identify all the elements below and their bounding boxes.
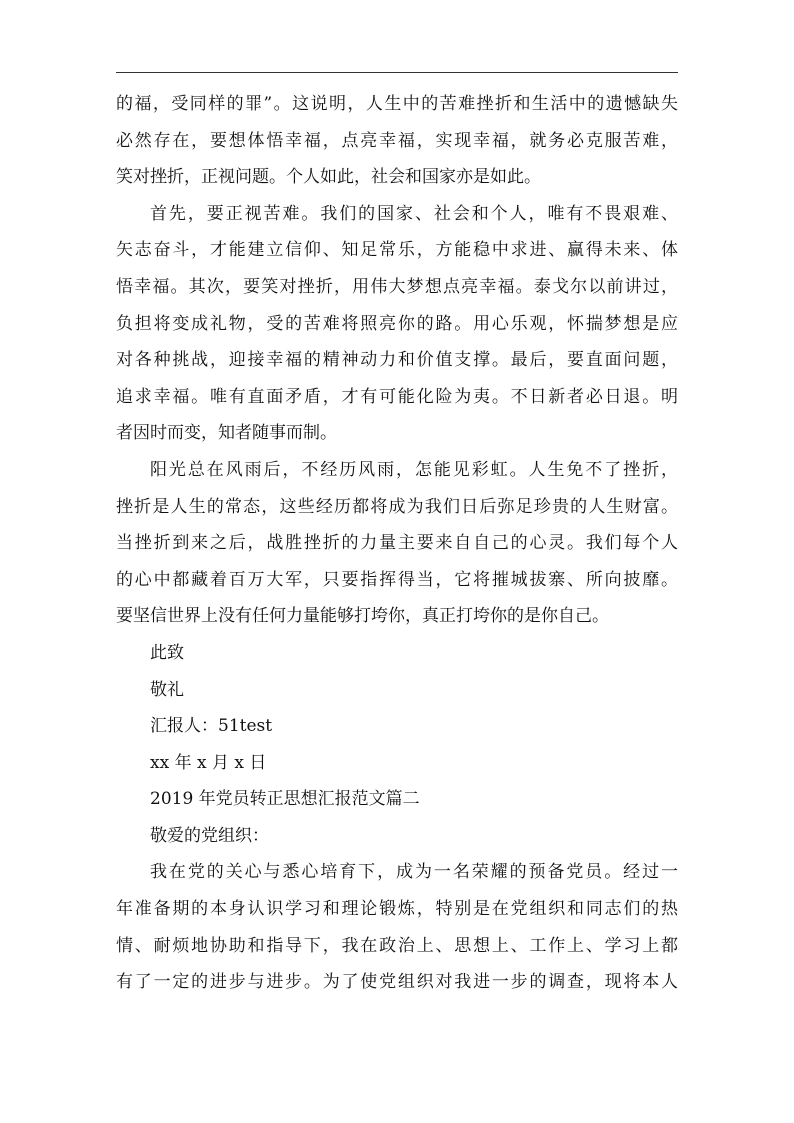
- text-line: 必然存在，要想体悟幸福，点亮幸福，实现幸福，就务必克服苦难，: [116, 130, 678, 151]
- document-body: [116, 86, 678, 1001]
- text-line: 有了一定的进步与进步。为了使党组织对我进一步的调查，现将本人: [116, 972, 678, 993]
- text-line: 的福，受同样的罪”。这说明，人生中的苦难挫折和生活中的遗憾缺失: [116, 94, 678, 114]
- text-line: 对各种挑战，迎接幸福的精神动力和价值支撑。最后，要直面问题，: [116, 350, 678, 371]
- text-line: 情、耐烦地协助和指导下，我在政治上、思想上、工作上、学习上都: [116, 935, 678, 956]
- text-line: 矢志奋斗，才能建立信仰、知足常乐，方能稳中求进、赢得未来、体: [116, 240, 678, 261]
- text-line: 挫折是人生的常态，这些经历都将成为我们日后弥足珍贵的人生财富。: [116, 496, 678, 517]
- text-line: 敬礼: [150, 679, 184, 700]
- text-line: 负担将变成礼物，受的苦难将照亮你的路。用心乐观，怀揣梦想是应: [116, 313, 678, 334]
- text-line: 汇报人：51test: [150, 716, 273, 737]
- text-line: 此致: [150, 642, 184, 663]
- text-line: 首先，要正视苦难。我们的国家、社会和个人，唯有不畏艰难、: [150, 203, 678, 224]
- text-line: 2019 年党员转正思想汇报范文篇二: [150, 789, 420, 810]
- text-line: 当挫折到来之后，战胜挫折的力量主要来自自己的心灵。我们每个人: [116, 533, 678, 554]
- text-line: 悟幸福。其次，要笑对挫折，用伟大梦想点亮幸福。泰戈尔以前讲过，: [116, 276, 678, 297]
- text-line: 的心中都藏着百万大军，只要指挥得当，它将摧城拔寨、所向披靡。: [116, 569, 678, 590]
- text-line: 要坚信世界上没有任何力量能够打垮你，真正打垮你的是你自己。: [116, 606, 609, 627]
- header-rule: [116, 72, 678, 73]
- text-line: 追求幸福。唯有直面矛盾，才有可能化险为夷。不日新者必日退。明: [116, 386, 678, 407]
- text-line: 阳光总在风雨后，不经历风雨，怎能见彩虹。人生免不了挫折，: [150, 459, 678, 480]
- text-line: 笑对挫折，正视问题。个人如此，社会和国家亦是如此。: [116, 167, 541, 188]
- text-line: 者因时而变，知者随事而制。: [116, 423, 337, 444]
- text-line: xx 年 x 月 x 日: [150, 752, 267, 773]
- text-line: 年准备期的本身认识学习和理论锻炼，特别是在党组织和同志们的热: [116, 899, 678, 920]
- text-line: 我在党的关心与悉心培育下，成为一名荣耀的预备党员。经过一: [150, 862, 678, 883]
- text-line: 敬爱的党组织：: [150, 825, 269, 846]
